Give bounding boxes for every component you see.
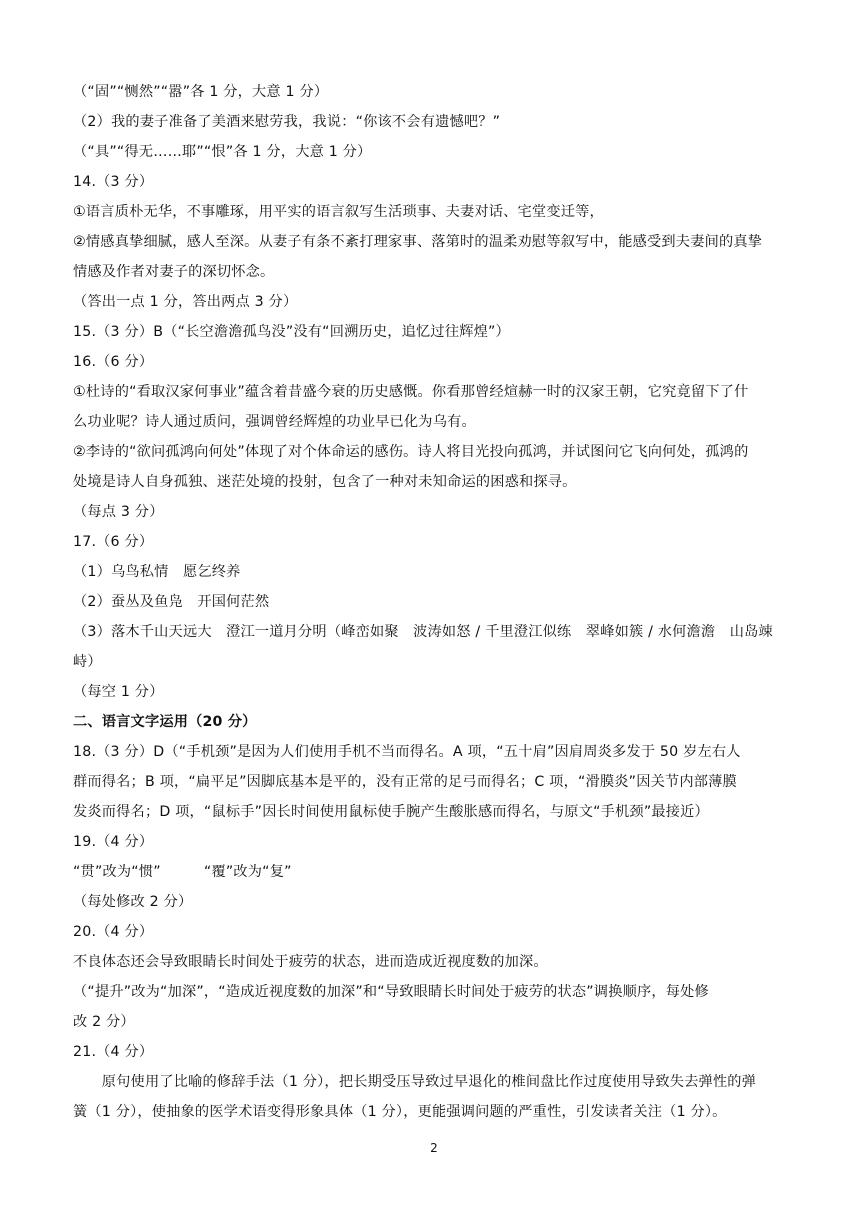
answer-line: （“具”“得无……耶”“恨”各 1 分，大意 1 分） bbox=[73, 144, 372, 160]
answer-line: （1）乌鸟私情 愿乞终养 bbox=[73, 564, 241, 580]
answer-line: 簧（1 分），使抽象的医学术语变得形象具体（1 分），更能强调问题的严重性，引发读者关注（1 分）。 bbox=[73, 1104, 727, 1120]
question-number: 14.（3 分） bbox=[73, 174, 154, 190]
scoring-note: （每点 3 分） bbox=[73, 504, 164, 520]
answer-line: 么功业呢？诗人通过质问，强调曾经辉煌的功业早已化为乌有。 bbox=[73, 414, 476, 430]
question-number: 16.（6 分） bbox=[73, 354, 154, 370]
answer-line: 峙） bbox=[73, 654, 102, 670]
answer-line: ①语言质朴无华，不事雕琢，用平实的语言叙写生活琐事、夫妻对话、宅堂变迁等， bbox=[73, 204, 604, 220]
answer-line: （2）蚕丛及鱼凫 开国何茫然 bbox=[73, 594, 270, 610]
answer-line: 发炎而得名；D 项，“鼠标手”因长时间使用鼠标使手腕产生酸胀感而得名，与原文“手机颈”最接近） bbox=[73, 804, 709, 820]
answer-line: （2）我的妻子准备了美酒来慰劳我，我说：“你该不会有遗憾吧？” bbox=[73, 114, 501, 130]
section-heading: 二、语言文字运用（20 分） bbox=[73, 714, 257, 730]
question-number: 21.（4 分） bbox=[73, 1044, 154, 1060]
scoring-note: （每处修改 2 分） bbox=[73, 894, 193, 910]
scoring-note: （答出一点 1 分，答出两点 3 分） bbox=[73, 294, 298, 310]
answer-line: 15.（3 分）B（“长空澹澹孤鸟没”没有“回溯历史，追忆过往辉煌”） bbox=[73, 324, 510, 340]
question-number: 20.（4 分） bbox=[73, 924, 154, 940]
answer-line: 处境是诗人自身孤独、迷茫处境的投射，包含了一种对未知命运的困惑和探寻。 bbox=[73, 474, 577, 490]
question-number: 17.（6 分） bbox=[73, 534, 154, 550]
answer-line: （3）落木千山天远大 澄江一道月分明（峰峦如聚 波涛如怒 / 千里澄江似练 翠峰如簇 / 水何澹澹 山岛竦 bbox=[73, 624, 773, 640]
answer-line: 不良体态还会导致眼睛长时间处于疲劳的状态，进而造成近视度数的加深。 bbox=[73, 954, 548, 970]
answer-line: “贯”改为“惯” “覆”改为“复” bbox=[73, 864, 292, 880]
answer-line: ②情感真挚细腻，感人至深。从妻子有条不紊打理家事、落第时的温柔劝慰等叙写中，能感受到夫妻间的真挚 bbox=[73, 234, 763, 250]
answer-line: 情感及作者对妻子的深切怀念。 bbox=[73, 264, 275, 280]
answer-line: ②李诗的“欲问孤鸿向何处”体现了对个体命运的感伤。诗人将目光投向孤鸿，并试图问它飞向何处，孤鸿的 bbox=[73, 444, 749, 460]
question-number: 19.（4 分） bbox=[73, 834, 154, 850]
scoring-note: 改 2 分） bbox=[73, 1014, 135, 1030]
answer-line: 群而得名；B 项，“扁平足”因脚底基本是平的，没有正常的足弓而得名；C 项，“滑膜炎”因关节内部薄膜 bbox=[73, 774, 737, 790]
scoring-note: （“提升”改为“加深”，“造成近视度数的加深”和“导致眼睛长时间处于疲劳的状态”调换顺序，每处修 bbox=[73, 984, 709, 1000]
answer-line: 18.（3 分）D（“手机颈”是因为人们使用手机不当而得名。A 项，“五十肩”因肩周炎多发于 50 岁左右人 bbox=[73, 744, 741, 760]
scoring-note: （每空 1 分） bbox=[73, 684, 164, 700]
answer-line: 原句使用了比喻的修辞手法（1 分），把长期受压导致过早退化的椎间盘比作过度使用导致失去弹性的弹 bbox=[73, 1074, 757, 1090]
answer-line: （“固”“恻然”“嚣”各 1 分，大意 1 分） bbox=[73, 84, 329, 100]
page-number: 2 bbox=[430, 1141, 438, 1155]
answer-line: ①杜诗的“看取汉家何事业”蕴含着昔盛今衰的历史感慨。你看那曾经煊赫一时的汉家王朝，它究竟留下了什 bbox=[73, 384, 749, 400]
